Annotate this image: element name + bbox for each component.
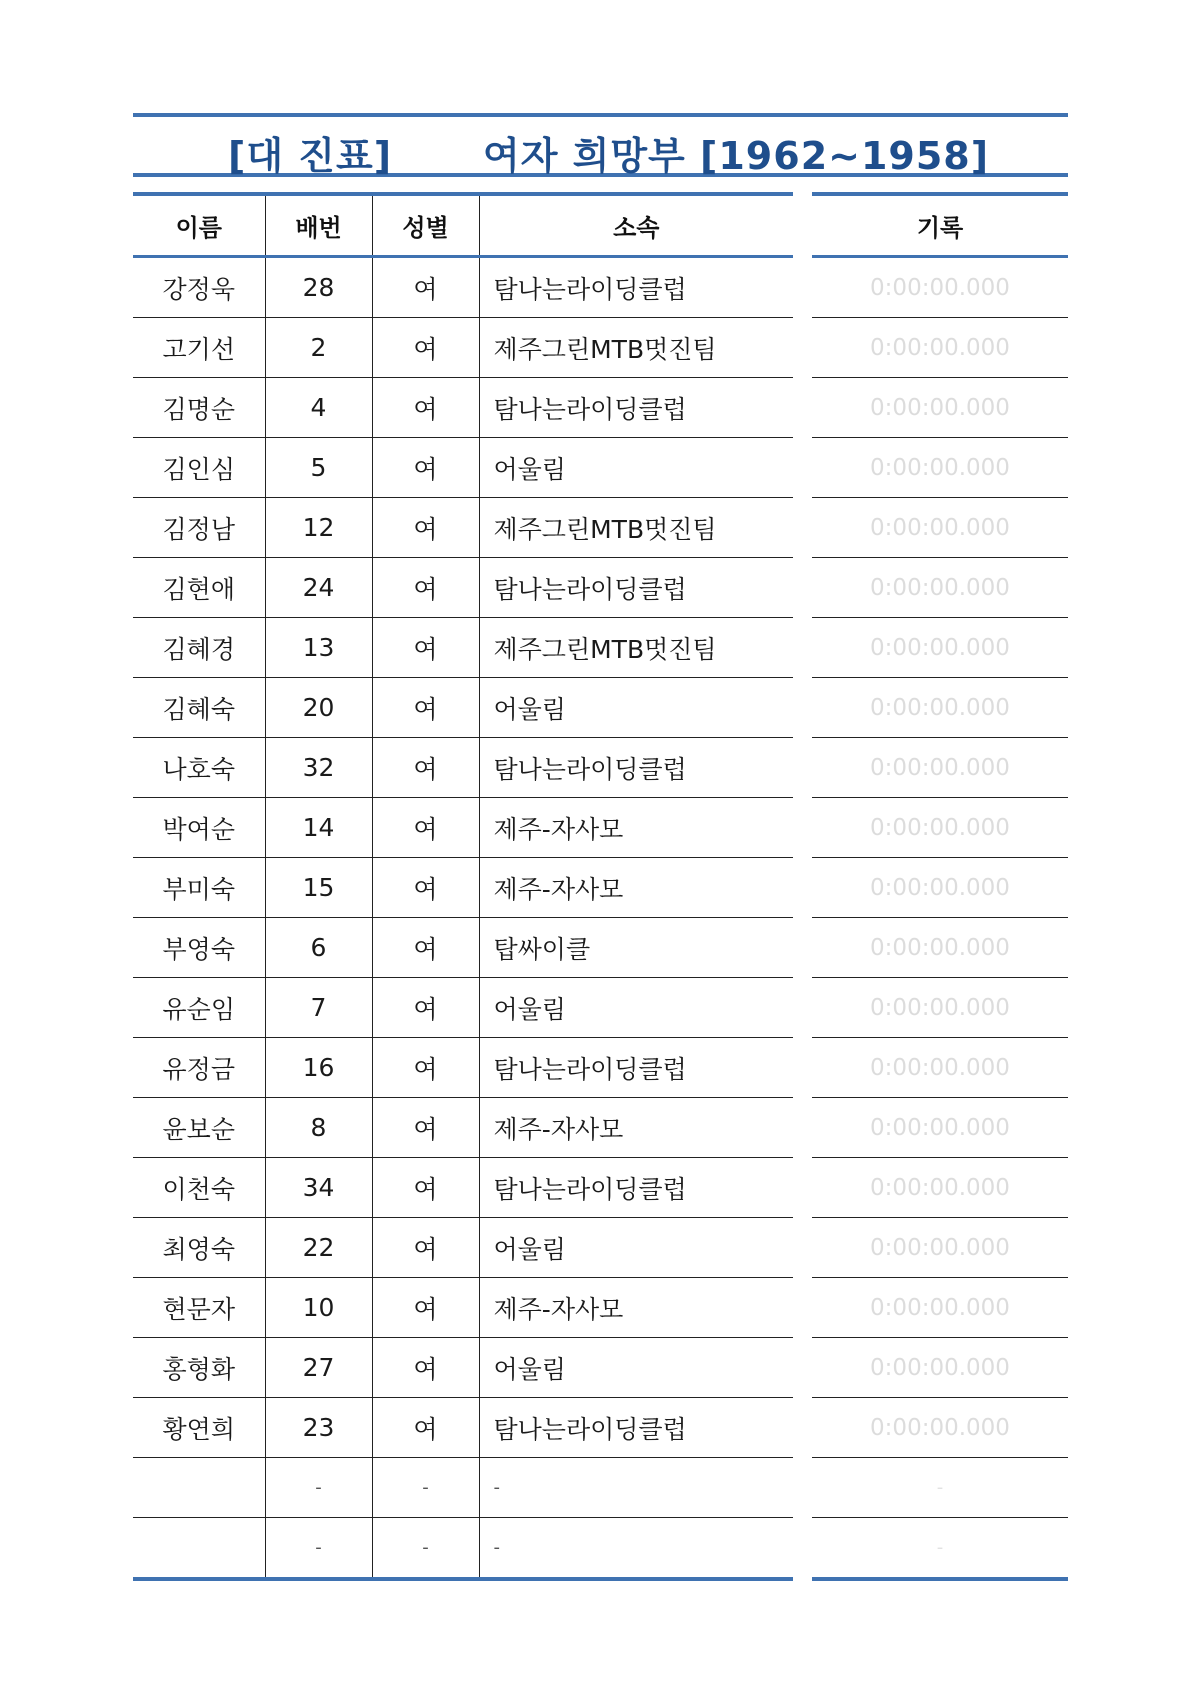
cell-club: 탐나는라이딩클럽 [479, 1158, 793, 1218]
table-row [133, 1338, 793, 1398]
record-row [812, 678, 1068, 738]
cell-bib: 28 [265, 257, 372, 318]
cell-club: 탐나는라이딩클럽 [479, 738, 793, 798]
record-row [812, 378, 1068, 438]
cell-name: 현문자 [133, 1278, 265, 1338]
cell-bib: 6 [265, 918, 372, 978]
cell-record: 0:00:00.000 [812, 438, 1068, 498]
cell-bib: 5 [265, 438, 372, 498]
cell-sex: 여 [372, 1218, 479, 1278]
table-row [133, 1458, 793, 1518]
cell-club: 어울림 [479, 1218, 793, 1278]
cell-sex: 여 [372, 678, 479, 738]
table-row [133, 1098, 793, 1158]
cell-bib: 10 [265, 1278, 372, 1338]
cell-name: 윤보순 [133, 1098, 265, 1158]
record-row [812, 1458, 1068, 1518]
record-header-row [812, 194, 1068, 257]
cell-name: 홍형화 [133, 1338, 265, 1398]
cell-name: 김인심 [133, 438, 265, 498]
cell-bib: 8 [265, 1098, 372, 1158]
cell-sex: 여 [372, 858, 479, 918]
table-row [133, 858, 793, 918]
cell-club: 어울림 [479, 1338, 793, 1398]
cell-name: 김정남 [133, 498, 265, 558]
record-row [812, 1098, 1068, 1158]
cell-record: 0:00:00.000 [812, 257, 1068, 318]
entry-table-body [133, 257, 793, 1580]
table-row [133, 1398, 793, 1458]
cell-club: 어울림 [479, 978, 793, 1038]
cell-sex: 여 [372, 558, 479, 618]
cell-sex: 여 [372, 318, 479, 378]
cell-club: 탐나는라이딩클럽 [479, 1398, 793, 1458]
table-row [133, 618, 793, 678]
cell-club: 어울림 [479, 678, 793, 738]
cell-name: 박여순 [133, 798, 265, 858]
record-row [812, 1158, 1068, 1218]
table-row [133, 1038, 793, 1098]
cell-record: - [936, 1537, 944, 1558]
cell-bib: 16 [265, 1038, 372, 1098]
record-row [812, 978, 1068, 1038]
cell-sex: 여 [372, 1038, 479, 1098]
cell-sex: 여 [372, 738, 479, 798]
cell-club: 제주-자사모 [479, 798, 793, 858]
cell-record: 0:00:00.000 [812, 378, 1068, 438]
table-row [133, 798, 793, 858]
cell-club: 제주-자사모 [479, 1098, 793, 1158]
cell-sex: 여 [372, 1398, 479, 1458]
table-row [133, 498, 793, 558]
record-row [812, 438, 1068, 498]
cell-record: - [812, 1458, 1068, 1518]
record-row [812, 918, 1068, 978]
record-row [812, 1398, 1068, 1458]
cell-club: 탐나는라이딩클럽 [479, 1038, 793, 1098]
cell-record: 0:00:00.000 [812, 318, 1068, 378]
cell-record: 0:00:00.000 [812, 678, 1068, 738]
table-row [133, 738, 793, 798]
table-row [133, 378, 793, 438]
cell-club: 탐나는라이딩클럽 [479, 558, 793, 618]
table-row [133, 978, 793, 1038]
cell-name: 이천숙 [133, 1158, 265, 1218]
table-row [133, 1158, 793, 1218]
cell-club: 제주그린MTB멋진팀 [479, 318, 793, 378]
cell-record: 0:00:00.000 [812, 1278, 1068, 1338]
cell-sex: 여 [372, 438, 479, 498]
cell-sex: 여 [372, 1098, 479, 1158]
title-band [133, 113, 1068, 177]
cell-sex: 여 [372, 798, 479, 858]
cell-name [133, 1458, 265, 1518]
cell-name: 부영숙 [133, 918, 265, 978]
cell-sex: 여 [372, 378, 479, 438]
table-row [133, 438, 793, 498]
table-row [133, 1518, 793, 1580]
table-row [133, 678, 793, 738]
record-row [812, 1278, 1068, 1338]
cell-record: 0:00:00.000 [812, 618, 1068, 678]
record-row [812, 1218, 1068, 1278]
record-row [812, 798, 1068, 858]
record-row [812, 1338, 1068, 1398]
cell-sex: 여 [372, 918, 479, 978]
cell-bib: 23 [265, 1398, 372, 1458]
cell-club: 제주그린MTB멋진팀 [479, 618, 793, 678]
cell-club: 제주그린MTB멋진팀 [479, 498, 793, 558]
cell-name: 유정금 [133, 1038, 265, 1098]
cell-sex: 여 [372, 498, 479, 558]
cell-name: 황연희 [133, 1398, 265, 1458]
cell-sex: - [372, 1458, 479, 1518]
title-bracket-label: [대 진표] [228, 134, 393, 178]
table-row [133, 918, 793, 978]
cell-name: 김명순 [133, 378, 265, 438]
cell-bib: 15 [265, 858, 372, 918]
cell-bib: 2 [265, 318, 372, 378]
cell-record: 0:00:00.000 [812, 918, 1068, 978]
record-row [812, 558, 1068, 618]
record-row [812, 858, 1068, 918]
record-row [812, 1518, 1068, 1580]
cell-record: 0:00:00.000 [812, 978, 1068, 1038]
cell-record: 0:00:00.000 [812, 558, 1068, 618]
table-row [133, 558, 793, 618]
cell-sex: 여 [372, 1278, 479, 1338]
cell-club: 탐나는라이딩클럽 [479, 378, 793, 438]
cell-record: 0:00:00.000 [812, 1158, 1068, 1218]
cell-sex: 여 [372, 1158, 479, 1218]
cell-sex: 여 [372, 257, 479, 318]
cell-bib: - [265, 1458, 372, 1518]
record-table [812, 192, 1068, 1581]
header-row [133, 194, 793, 257]
cell-bib: 13 [265, 618, 372, 678]
cell-name: 부미숙 [133, 858, 265, 918]
cell-name: 유순임 [133, 978, 265, 1038]
cell-club: 제주-자사모 [479, 1278, 793, 1338]
cell-record: 0:00:00.000 [812, 498, 1068, 558]
cell-bib: 22 [265, 1218, 372, 1278]
cell-name: 김혜경 [133, 618, 265, 678]
header-record: 기록 [812, 194, 1068, 257]
cell-bib: 14 [265, 798, 372, 858]
cell-bib: 7 [265, 978, 372, 1038]
cell-record: 0:00:00.000 [812, 798, 1068, 858]
cell-sex: 여 [372, 1338, 479, 1398]
record-row [812, 318, 1068, 378]
cell-bib: 32 [265, 738, 372, 798]
cell-record: 0:00:00.000 [812, 1338, 1068, 1398]
cell-club: 어울림 [479, 438, 793, 498]
cell-bib: - [265, 1518, 372, 1580]
record-row [812, 738, 1068, 798]
cell-record: 0:00:00.000 [812, 1398, 1068, 1458]
cell-bib: 12 [265, 498, 372, 558]
cell-record: 0:00:00.000 [812, 1098, 1068, 1158]
record-table-body [812, 257, 1068, 1580]
cell-sex: 여 [372, 978, 479, 1038]
cell-record: 0:00:00.000 [812, 858, 1068, 918]
cell-bib: 20 [265, 678, 372, 738]
cell-bib: 34 [265, 1158, 372, 1218]
header-club: 소속 [479, 194, 793, 257]
cell-bib: 4 [265, 378, 372, 438]
table-row [133, 1218, 793, 1278]
cell-name: 고기선 [133, 318, 265, 378]
cell-record: 0:00:00.000 [812, 738, 1068, 798]
cell-name: 최영숙 [133, 1218, 265, 1278]
cell-club: - [479, 1458, 793, 1518]
header-bib: 배번 [265, 194, 372, 257]
cell-record: 0:00:00.000 [812, 1038, 1068, 1098]
cell-bib: 27 [265, 1338, 372, 1398]
cell-record: 0:00:00.000 [812, 1218, 1068, 1278]
table-row [133, 1278, 793, 1338]
record-row [812, 618, 1068, 678]
header-sex: 성별 [372, 194, 479, 257]
cell-club: - [493, 1537, 500, 1558]
page-title: 여자 희망부 [1962~1958] [483, 134, 990, 178]
cell-bib: 24 [265, 558, 372, 618]
record-row [812, 1038, 1068, 1098]
cell-name: 김혜숙 [133, 678, 265, 738]
record-row [812, 257, 1068, 318]
cell-name [133, 1518, 265, 1580]
entry-table [133, 192, 793, 1581]
cell-club: 제주-자사모 [479, 858, 793, 918]
cell-name: 김현애 [133, 558, 265, 618]
cell-name: 나호숙 [133, 738, 265, 798]
header-name: 이름 [133, 194, 265, 257]
cell-name: 강정욱 [133, 257, 265, 318]
cell-sex: 여 [372, 618, 479, 678]
table-row [133, 257, 793, 318]
record-row [812, 498, 1068, 558]
cell-sex: - [372, 1518, 479, 1580]
cell-club: 탑싸이클 [479, 918, 793, 978]
table-row [133, 318, 793, 378]
cell-club: 탐나는라이딩클럽 [479, 257, 793, 318]
